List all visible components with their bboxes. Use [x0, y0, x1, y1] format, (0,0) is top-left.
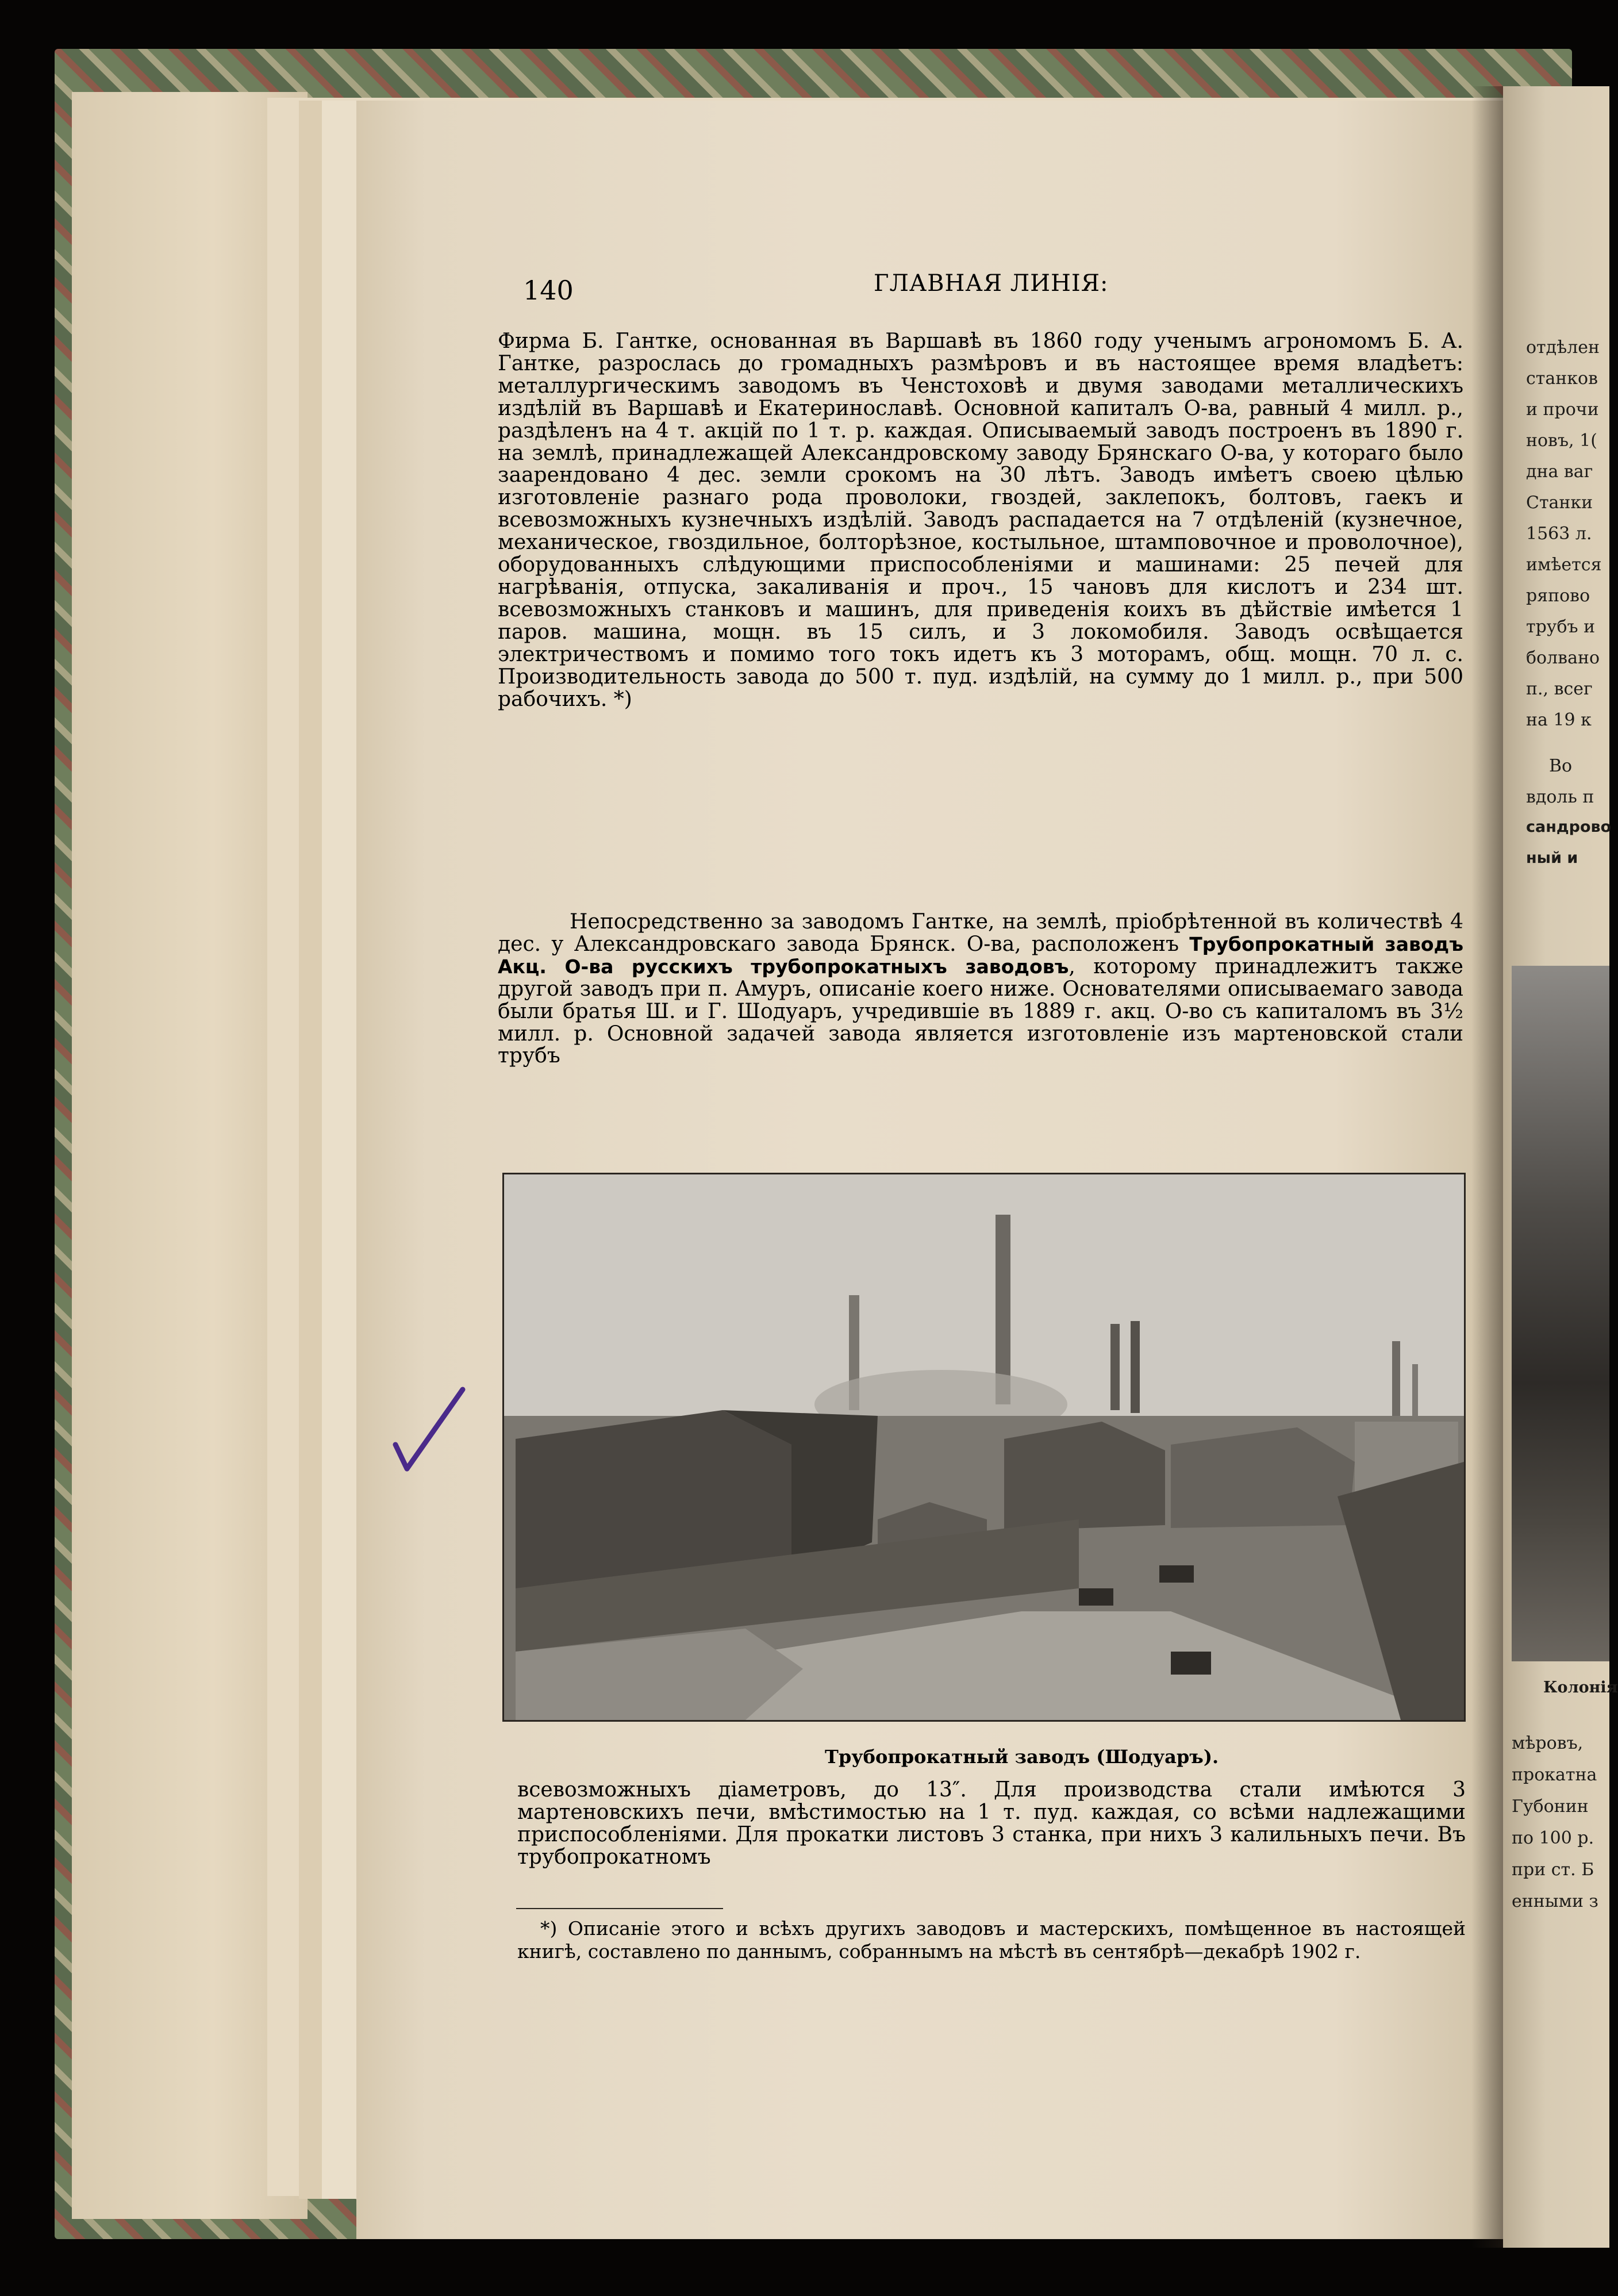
- right-text-line: Губонин: [1512, 1796, 1589, 1817]
- paragraph-furnaces: всевозможныхъ діаметровъ, до 13″. Для производства стали имѣются 3 мартеновскихъ печи, вмѣстимостью на 1 т. пуд. каждая, со всѣми надлежащими приспособленіями. Для прокатки листовъ 3 станка, при нихъ 3 калильныхъ печи. Въ трубопрокатномъ: [517, 1778, 1466, 1869]
- right-page-photo: [1512, 966, 1609, 1661]
- right-text-line: вдоль п: [1526, 787, 1594, 807]
- right-text-line: по 100 р.: [1512, 1828, 1594, 1848]
- factory-illustration: [504, 1174, 1464, 1720]
- right-text-line: болвано: [1526, 648, 1600, 668]
- photo-caption: Трубопрокатный заводъ (Шодуаръ).: [825, 1746, 1219, 1768]
- paragraph-text: Непосредственно за заводомъ Гантке, на землѣ, пріобрѣтенной въ количествѣ 4 дес. у Александровскаго завода Брянск. О-ва, расположенъ: [498, 910, 1463, 956]
- chimney: [1412, 1364, 1418, 1422]
- right-text-line: при ст. Б: [1512, 1860, 1594, 1880]
- right-text-line: ный и: [1526, 849, 1578, 867]
- page-number: 140: [523, 275, 574, 306]
- factory-name-bold: Трубопрокатный заводъ Акц. О-ва русскихъ трубопрокатныхъ заводовъ: [498, 932, 1463, 978]
- footnote-divider: [516, 1908, 723, 1909]
- right-text-line: п., всег: [1526, 679, 1593, 699]
- footnote: *) Описаніе этого и всѣхъ другихъ заводовъ и мастерскихъ, помѣщенное въ настоящей книгѣ, составлено по даннымъ, собраннымъ на мѣстѣ въ сентябрѣ—декабрѣ 1902 г.: [517, 1917, 1466, 1963]
- paragraph-pipe-factory: [498, 911, 1463, 1068]
- right-text-line: трубъ и: [1526, 617, 1596, 637]
- right-text-line: станков: [1526, 368, 1598, 389]
- chimney: [1392, 1341, 1400, 1422]
- right-text-line: ряпово: [1526, 586, 1590, 606]
- right-text-line: сандрово: [1526, 818, 1612, 836]
- factory-photograph: [502, 1173, 1466, 1722]
- paragraph-gantke: Фирма Б. Гантке, основанная въ Варшавѣ въ 1860 году ученымъ агрономомъ Б. А. Гантке, разрослась до громадныхъ размѣровъ и въ настоящее время владѣетъ: металлургическимъ заводомъ въ Ченстоховѣ и двумя заводами металлическихъ издѣлій въ Варшавѣ и Екатеринославѣ. Основной капиталъ О-ва, равный 4 милл. р., раздѣленъ на 4 т. акцій по 1 т. р. каждая. Описываемый заводъ построенъ въ 1890 г. на землѣ, принадлежащей Александровскому заводу Брянскаго О-ва, у котораго было заарендовано 4 дес. земли срокомъ на 30 лѣтъ. Заводъ имѣетъ своею цѣлью изготовленіе разнаго рода проволоки, гвоздей, заклепокъ, болтовъ, гаекъ и всевозможныхъ кузнечныхъ издѣлій. Заводъ распадается на 7 отдѣленій (кузнечное, механическое, гвоздильное, болторѣзное, костыльное, штамповочное и проволочное), оборудованныхъ слѣдующими приспособленіями и машинами: 25 печей для нагрѣванія, отпуска, закаливанія и проч., 15 чановъ для кислотъ и 234 шт. всевозможныхъ станковъ и машинъ, для приведенія коихъ въ дѣйствіе имѣется 1 паров. машина, мощн. въ 15 силъ, и 3 локомобиля. Заводъ освѣщается электричествомъ и помимо того токъ идетъ къ 3 моторамъ, общ. мощн. 70 л. с. Производительность завода до 500 т. пуд. издѣлій, на сумму до 1 милл. р., при 500 рабочихъ. *): [498, 329, 1463, 711]
- cart: [1171, 1652, 1211, 1675]
- right-text-line: енными з: [1512, 1891, 1598, 1911]
- right-text-line: отдѣлен: [1526, 337, 1600, 358]
- right-text-line: прокатна: [1512, 1765, 1597, 1785]
- right-text-line: Станки: [1526, 493, 1593, 513]
- right-text-line: мѣровъ,: [1512, 1733, 1584, 1753]
- right-text-line: 1563 л.: [1526, 524, 1592, 544]
- cart: [1159, 1565, 1194, 1583]
- checkmark-icon: [391, 1383, 471, 1486]
- cart: [1079, 1588, 1113, 1606]
- right-text-line: имѣется: [1526, 555, 1602, 575]
- chimney: [1131, 1321, 1140, 1413]
- right-text-line: и прочи: [1526, 400, 1599, 420]
- right-text-line: Во: [1549, 756, 1573, 776]
- chimney: [1110, 1324, 1120, 1410]
- right-photo-caption: Колонія: [1543, 1679, 1618, 1696]
- running-head: ГЛАВНАЯ ЛИНІЯ:: [874, 270, 1109, 297]
- right-text-line: новъ, 1(: [1526, 431, 1597, 451]
- spine-shadow: [1471, 86, 1506, 2248]
- right-text-line: дна ваг: [1526, 462, 1593, 482]
- paragraph-text: , которому принадлежитъ также другой заводъ при п. Амуръ, описаніе коего ниже. Основателями описываемаго завода были братья Ш. и Г. Шодуаръ, учредившіе въ 1889 г. акц. О-во съ капиталомъ въ 3½ милл. р. Основной задачей завода является изготовленіе изъ мартеновской стали трубъ: [498, 954, 1463, 1068]
- right-text-line: на 19 к: [1526, 710, 1592, 730]
